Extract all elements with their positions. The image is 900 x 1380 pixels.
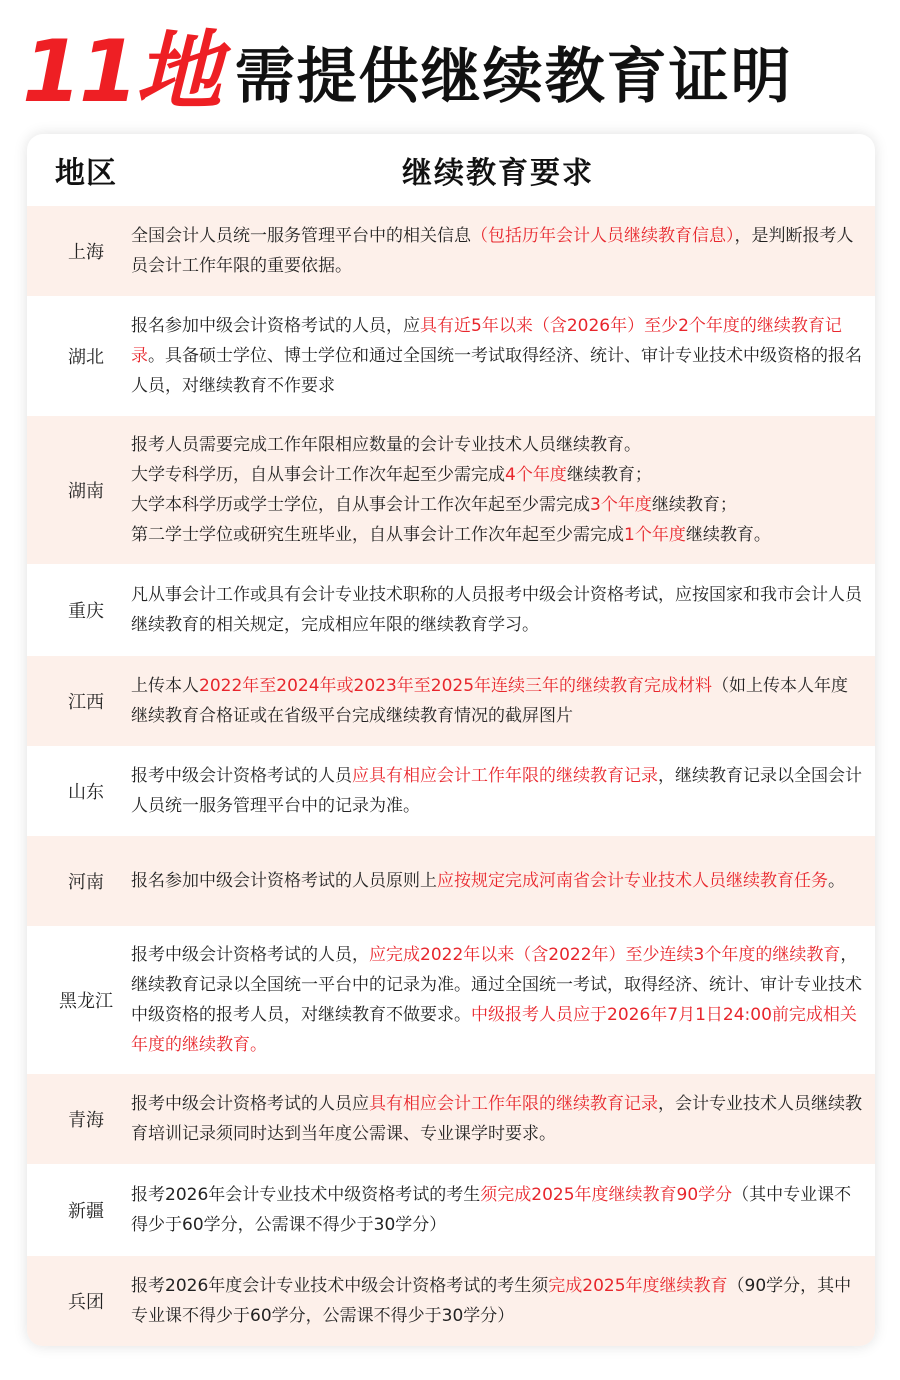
requirement-cell bbox=[131, 671, 875, 731]
requirement-text: 报考人员需要完成工作年限相应数量的会计专业技术人员继续教育。 bbox=[131, 435, 641, 455]
requirement-text: 。具备硕士学位、博士学位和通过全国统一考试取得经济、统计、审计专业技术中级资格的报名人员，对继续教育不作要求 bbox=[131, 346, 862, 396]
page-title bbox=[22, 18, 793, 122]
table-row bbox=[27, 836, 875, 926]
region-cell: 湖北 bbox=[68, 347, 104, 368]
title-text: 需提供继续教育证明 bbox=[234, 42, 793, 112]
highlighted-text: 完成2025年度继续教育 bbox=[548, 1276, 728, 1296]
requirement-text: 继续教育； bbox=[651, 495, 737, 515]
requirement-cell bbox=[131, 761, 875, 821]
region-cell: 青海 bbox=[68, 1110, 104, 1131]
highlighted-text: 应具有相应会计工作年限的继续教育记录 bbox=[352, 766, 658, 786]
highlighted-text: 须完成2025年度继续教育90学分 bbox=[480, 1185, 733, 1205]
highlighted-text: 具有相应会计工作年限的继续教育记录 bbox=[369, 1094, 658, 1114]
region-cell: 上海 bbox=[68, 242, 104, 263]
highlighted-text: 2022年至2024年或2023年至2025年连续三年的继续教育完成材料 bbox=[199, 676, 713, 696]
requirement-line bbox=[131, 520, 865, 550]
requirement-cell bbox=[131, 430, 875, 550]
requirement-text: 第二学士学位或研究生班毕业，自从事会计工作次年起至少需完成 bbox=[131, 525, 624, 545]
table-row bbox=[27, 926, 875, 1074]
requirement-text: 继续教育； bbox=[566, 465, 652, 485]
requirement-text: 大学本科学历或学士学位，自从事会计工作次年起至少需完成 bbox=[131, 495, 590, 515]
requirement-cell bbox=[131, 1271, 875, 1331]
table-row bbox=[27, 1164, 875, 1256]
table-row bbox=[27, 1256, 875, 1346]
requirement-text: 凡从事会计工作或具有会计专业技术职称的人员报考中级会计资格考试，应按国家和我市会计人员继续教育的相关规定，完成相应年限的继续教育学习。 bbox=[131, 585, 862, 635]
header-requirement: 继续教育要求 bbox=[402, 156, 594, 191]
highlighted-text: 中级报考人员应于2026年7月1日24:00前完成相关年度的继续教育。 bbox=[131, 1005, 857, 1055]
requirement-cell bbox=[131, 1089, 875, 1149]
requirement-text: ，继续教育记录以全国会计人员统一服务管理平台中的记录为准。 bbox=[131, 766, 862, 816]
table-row bbox=[27, 296, 875, 416]
requirement-text: ，会计专业技术人员继续教育培训记录须同时达到当年度公需课、专业课学时要求。 bbox=[131, 1094, 862, 1144]
requirement-cell bbox=[131, 580, 875, 640]
region-cell: 湖南 bbox=[68, 481, 104, 502]
requirement-text: 。 bbox=[828, 871, 845, 891]
requirement-text: 报名参加中级会计资格考试的人员原则上 bbox=[131, 871, 437, 891]
highlighted-text: 4个年度 bbox=[505, 465, 567, 485]
highlighted-text: 3个年度 bbox=[590, 495, 652, 515]
requirement-text: 报考2026年会计专业技术中级资格考试的考生 bbox=[131, 1185, 481, 1205]
requirements-table bbox=[27, 134, 875, 1346]
requirement-line bbox=[131, 430, 865, 460]
requirement-line bbox=[131, 490, 865, 520]
table-body bbox=[27, 206, 875, 1346]
table-row bbox=[27, 416, 875, 564]
requirement-text: 大学专科学历，自从事会计工作次年起至少需完成 bbox=[131, 465, 505, 485]
region-cell: 山东 bbox=[68, 782, 104, 803]
table-header bbox=[27, 134, 875, 206]
requirement-cell bbox=[131, 221, 875, 281]
requirement-cell bbox=[131, 940, 875, 1060]
requirement-text: ，继续教育记录以全国统一平台中的记录为准。通过全国统一考试，取得经济、统计、审计专业技术中级资格的报考人员，对继续教育不做要求。 bbox=[131, 945, 862, 1025]
region-cell: 兵团 bbox=[68, 1292, 104, 1313]
table-row bbox=[27, 746, 875, 836]
requirement-text: 报名参加中级会计资格考试的人员，应 bbox=[131, 316, 420, 336]
region-cell: 黑龙江 bbox=[59, 991, 113, 1012]
table-row bbox=[27, 564, 875, 656]
requirement-cell bbox=[131, 1180, 875, 1240]
requirement-text: ，是判断报考人员会计工作年限的重要依据。 bbox=[131, 226, 854, 276]
region-cell: 重庆 bbox=[68, 601, 104, 622]
highlighted-text: 1个年度 bbox=[624, 525, 686, 545]
title-count: 11地 bbox=[22, 22, 219, 122]
requirement-line bbox=[131, 460, 865, 490]
highlighted-text: 应完成2022年以来（含2022年）至少连续3个年度的继续教育 bbox=[369, 945, 841, 965]
requirement-text: 全国会计人员统一服务管理平台中的相关信息 bbox=[131, 226, 471, 246]
requirement-text: 上传本人 bbox=[131, 676, 199, 696]
region-cell: 河南 bbox=[68, 872, 104, 893]
requirement-text: （如上传本人年度继续教育合格证或在省级平台完成继续教育情况的截屏图片 bbox=[131, 676, 849, 726]
requirement-text: 报考2026年度会计专业技术中级会计资格考试的考生须 bbox=[131, 1276, 549, 1296]
requirement-cell bbox=[131, 866, 875, 896]
requirement-text: 继续教育。 bbox=[685, 525, 771, 545]
requirement-text: 报考中级会计资格考试的人员应 bbox=[131, 1094, 369, 1114]
requirement-text: （其中专业课不得少于60学分，公需课不得少于30学分） bbox=[131, 1185, 852, 1235]
highlighted-text: 具有近5年以来（含2026年）至少2个年度的继续教育记录 bbox=[131, 316, 842, 366]
table-row bbox=[27, 1074, 875, 1164]
requirement-text: 报考中级会计资格考试的人员 bbox=[131, 766, 352, 786]
requirement-text: 报考中级会计资格考试的人员， bbox=[131, 945, 369, 965]
requirement-cell bbox=[131, 311, 875, 401]
highlighted-text: 应按规定完成河南省会计专业技术人员继续教育任务 bbox=[437, 871, 828, 891]
table-row bbox=[27, 206, 875, 296]
requirement-text: （90学分，其中专业课不得少于60学分，公需课不得少于30学分） bbox=[131, 1276, 852, 1326]
table-row bbox=[27, 656, 875, 746]
highlighted-text: （包括历年会计人员继续教育信息） bbox=[471, 226, 735, 246]
region-cell: 新疆 bbox=[68, 1201, 104, 1222]
header-region: 地区 bbox=[55, 156, 117, 191]
region-cell: 江西 bbox=[68, 692, 104, 713]
